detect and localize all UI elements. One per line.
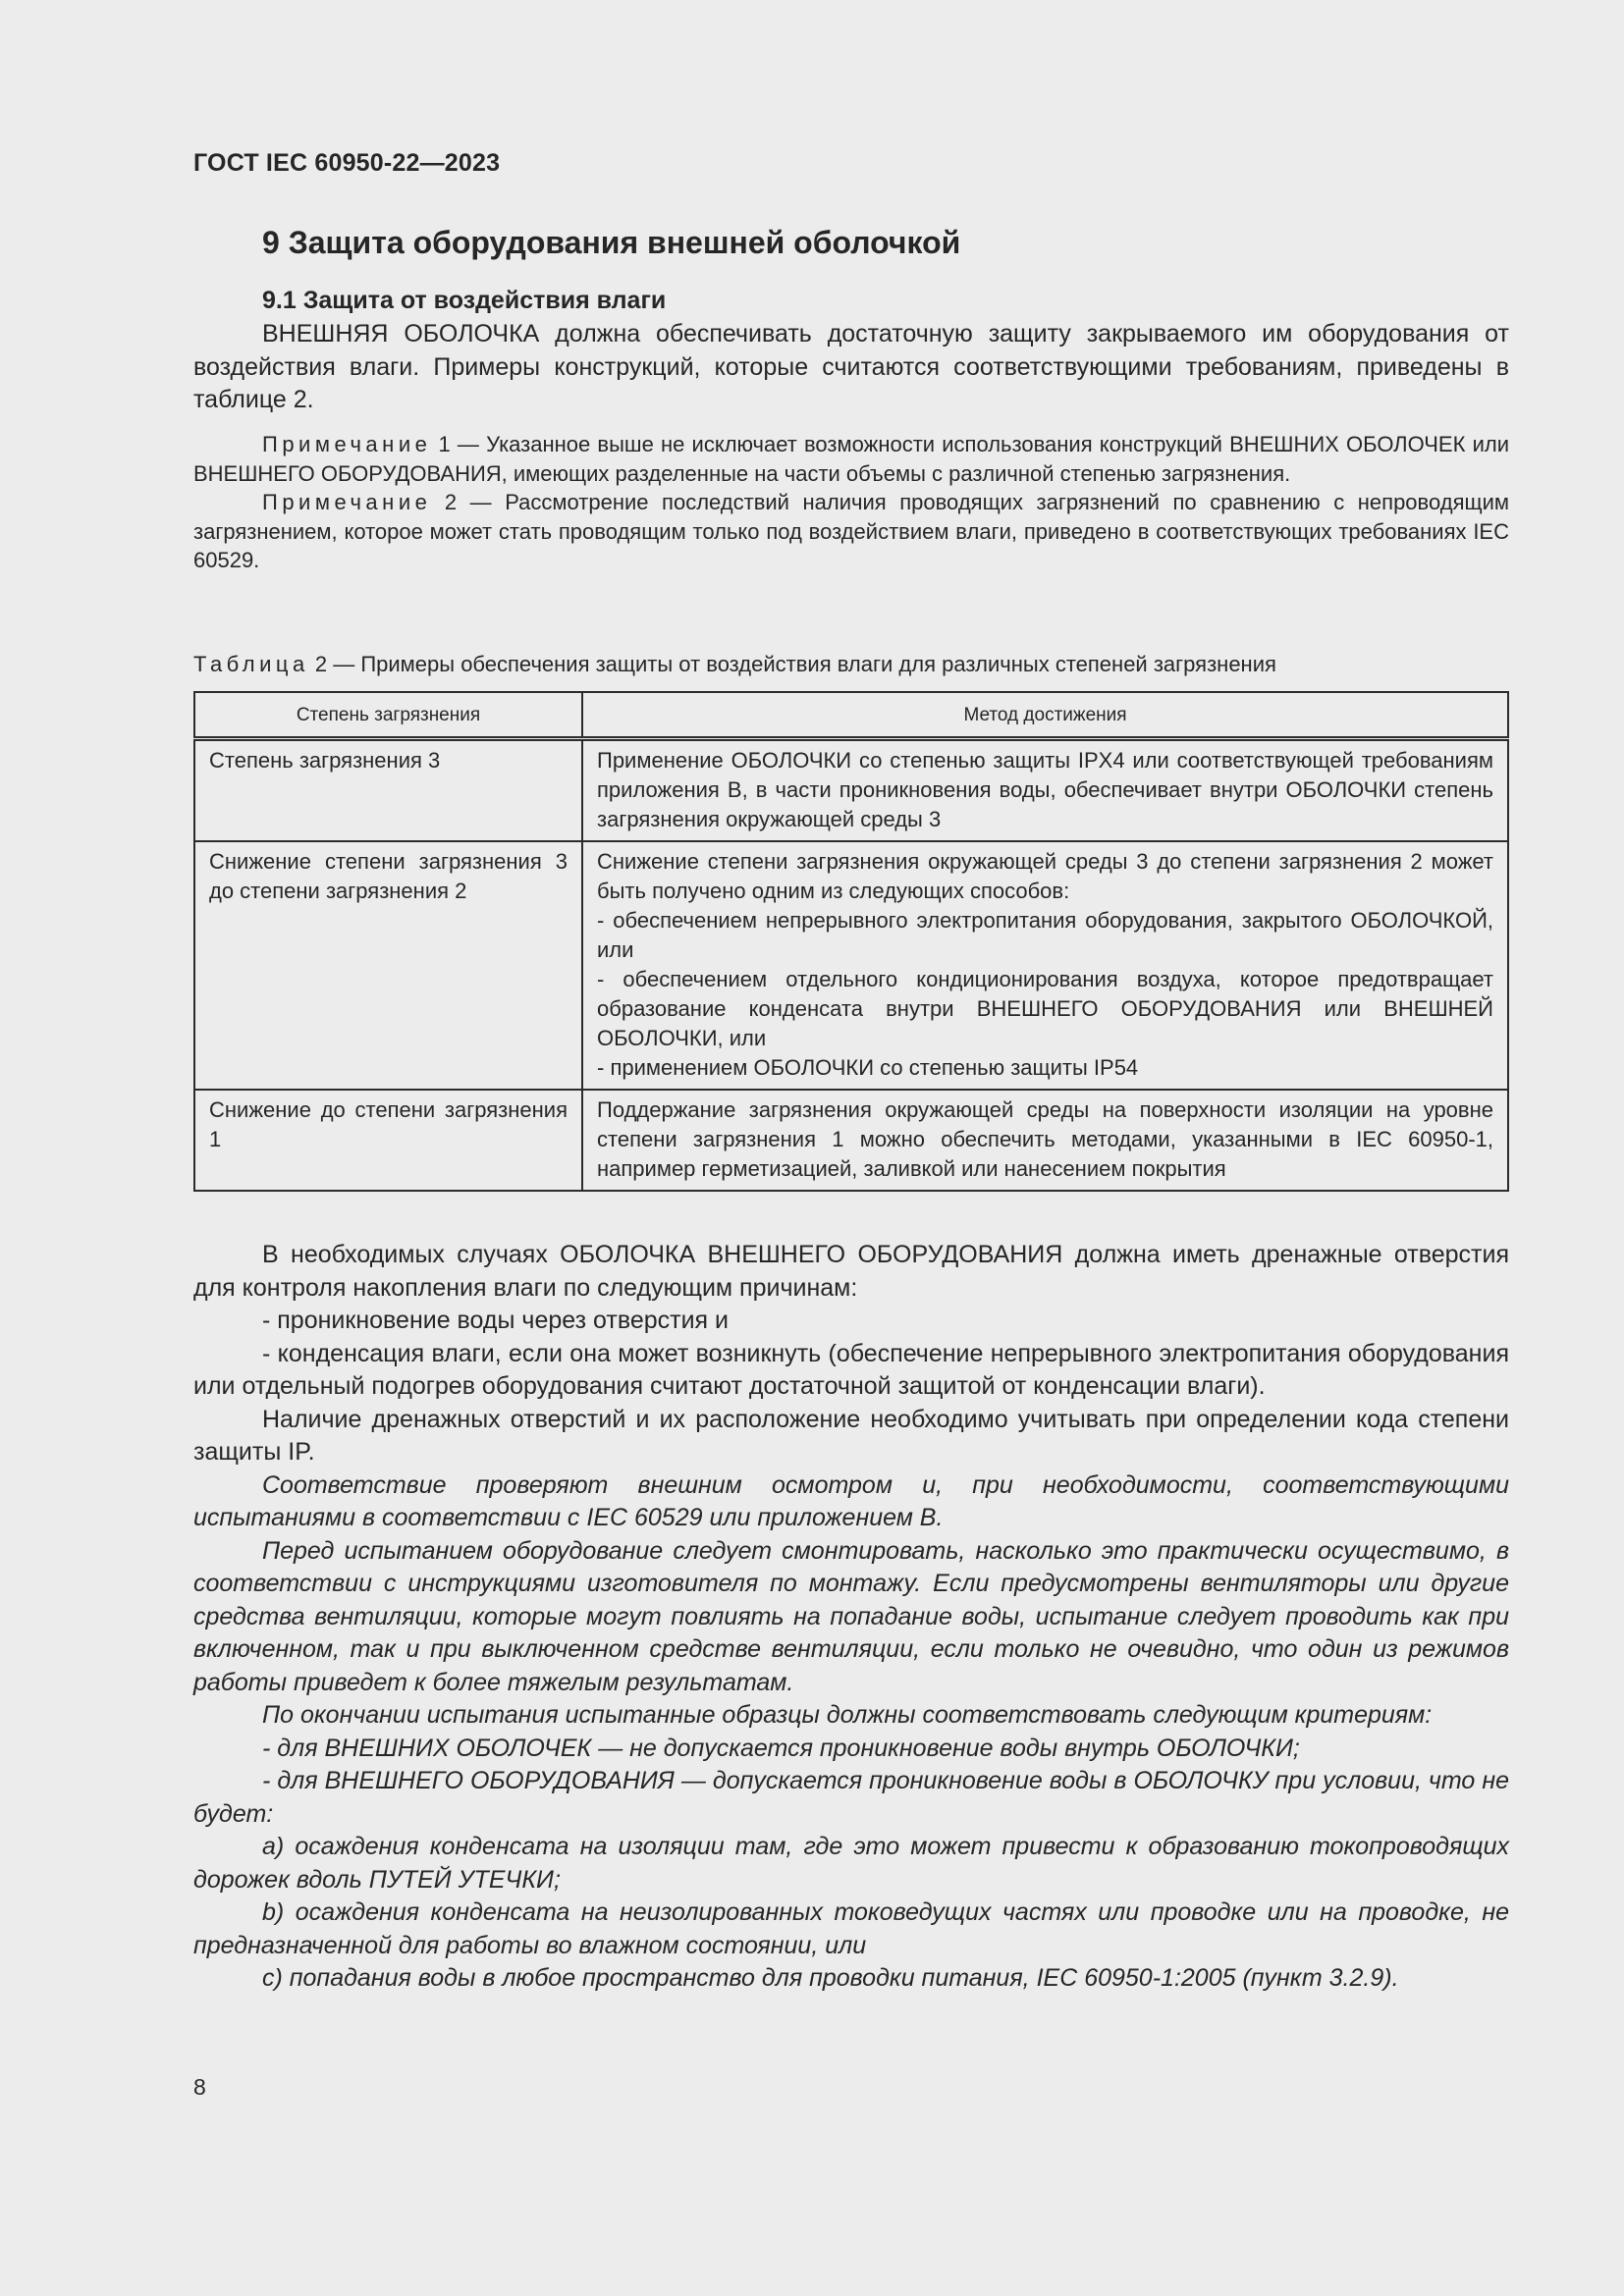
method-line: Снижение степени загрязнения окружающей среды 3 до степени загрязнения 2 может быть получено одним из следующих способов: <box>597 849 1493 903</box>
post-table-text <box>193 1239 1509 1996</box>
page-number: 8 <box>193 2074 206 2100</box>
method-cell <box>582 739 1508 842</box>
table-caption-text: 2 — Примеры обеспечения защиты от воздействия влаги для различных степеней загрязнения <box>308 652 1276 676</box>
degree-cell: Степень загрязнения 3 <box>194 739 582 842</box>
table-caption <box>193 652 1276 677</box>
intro-paragraph: ВНЕШНЯЯ ОБОЛОЧКА должна обеспечивать достаточную защиту закрываемого им оборудования от воздействия влаги. Примеры конструкций, которые считаются соответствующими требованиям, приведены в таблице 2. <box>193 320 1509 413</box>
note-2-text: 2 — Рассмотрение последствий наличия проводящих загрязнений по сравнению с непроводящим загрязнением, которое может стать проводящим только под воздействием влаги, приведено в соответствующих требованиях IEC 60529. <box>193 490 1509 572</box>
pollution-degree-table <box>193 691 1509 1192</box>
notes-block <box>193 430 1509 575</box>
note-2-label: Примечание <box>262 490 432 514</box>
subsection-title: 9.1 Защита от воздействия влаги <box>262 287 667 314</box>
column-header-method: Метод достижения <box>582 692 1508 739</box>
degree-cell: Снижение до степени загрязнения 1 <box>194 1090 582 1191</box>
method-line: Применение ОБОЛОЧКИ со степенью защиты IPX4 или соответствующей требованиям приложения В, в части проникновения воды, обеспечивает внутри ОБОЛОЧКИ степень загрязнения окружающей среды 3 <box>597 748 1493 831</box>
degree-cell: Снижение степени загрязнения 3 до степени загрязнения 2 <box>194 841 582 1090</box>
criteria-intro: По окончании испытания испытанные образцы должны соответствовать следующим критериям: <box>262 1701 1433 1729</box>
note-2 <box>193 488 1509 575</box>
criteria-subitem: b) осаждения конденсата на неизолированных токоведущих частях или проводке или на проводке, не предназначенной для работы во влажном состоянии, или <box>193 1898 1509 1959</box>
document-code-header: ГОСТ IEC 60950-22—2023 <box>193 149 501 177</box>
paragraph: В необходимых случаях ОБОЛОЧКА ВНЕШНЕГО ОБОРУДОВАНИЯ должна иметь дренажные отверстия для контроля накопления влаги по следующим причинам: <box>193 1241 1509 1302</box>
column-header-degree: Степень загрязнения <box>194 692 582 739</box>
method-line: Поддержание загрязнения окружающей среды на поверхности изоляции на уровне степени загрязнения 1 можно обеспечить методами, указанными в IEC 60950-1, например герметизацией, заливкой или нанесением покрытия <box>597 1097 1493 1181</box>
table-row <box>194 841 1508 1090</box>
compliance-paragraph: Соответствие проверяют внешним осмотром и, при необходимости, соответствующими испытаниями в соответствии с IEC 60529 или приложением В. <box>193 1470 1509 1531</box>
section-title: 9 Защита оборудования внешней оболочкой <box>262 225 961 260</box>
criteria-subitem: a) осаждения конденсата на изоляции там, где это может привести к образованию токопроводящих дорожек вдоль ПУТЕЙ УТЕЧКИ; <box>193 1833 1509 1894</box>
method-line: - обеспечением отдельного кондиционирования воздуха, которое предотвращает образование конденсата внутри ВНЕШНЕГО ОБОРУДОВАНИЯ или ВНЕШНЕЙ ОБОЛОЧКИ, или <box>597 967 1493 1050</box>
table-row <box>194 739 1508 842</box>
note-1 <box>193 430 1509 488</box>
method-cell <box>582 841 1508 1090</box>
method-cell <box>582 1090 1508 1191</box>
list-item: - проникновение воды через отверстия и <box>262 1307 729 1334</box>
table-caption-label: Таблица <box>193 652 309 676</box>
test-setup-paragraph: Перед испытанием оборудование следует смонтировать, насколько это практически осуществимо, в соответствии с инструкциями изготовителя по монтажу. Если предусмотрены вентиляторы или другие средства вентиляции, которые могут повлиять на попадание воды, испытание следует проводить как при включенном, так и при выключенном средстве вентиляции, если только не очевидно, что один из режимов работы приведет к более тяжелым результатам. <box>193 1536 1509 1696</box>
criteria-item: - для ВНЕШНИХ ОБОЛОЧЕК — не допускается проникновение воды внутрь ОБОЛОЧКИ; <box>262 1734 1300 1762</box>
method-line: - применением ОБОЛОЧКИ со степенью защиты IP54 <box>597 1055 1139 1080</box>
method-line: - обеспечением непрерывного электропитания оборудования, закрытого ОБОЛОЧКОЙ, или <box>597 908 1493 962</box>
paragraph: Наличие дренажных отверстий и их расположение необходимо учитывать при определении кода степени защиты IP. <box>193 1405 1509 1466</box>
intro-paragraph-block <box>193 318 1509 417</box>
note-1-label: Примечание <box>262 432 432 456</box>
list-item: - конденсация влаги, если она может возникнуть (обеспечение непрерывного электропитания оборудования или отдельный подогрев оборудования считают достаточной защитой от конденсации влаги). <box>193 1339 1509 1400</box>
table-header-row <box>194 692 1508 739</box>
criteria-item: - для ВНЕШНЕГО ОБОРУДОВАНИЯ — допускается проникновение воды в ОБОЛОЧКУ при условии, что не будет: <box>193 1767 1509 1828</box>
criteria-subitem: с) попадания воды в любое пространство для проводки питания, IEC 60950-1:2005 (пункт 3.2.9). <box>262 1964 1399 1992</box>
note-1-text: 1 — Указанное выше не исключает возможности использования конструкций ВНЕШНИХ ОБОЛОЧЕК или ВНЕШНЕГО ОБОРУДОВАНИЯ, имеющих разделенные на части объемы с различной степенью загрязнения. <box>193 432 1509 486</box>
table-row <box>194 1090 1508 1191</box>
